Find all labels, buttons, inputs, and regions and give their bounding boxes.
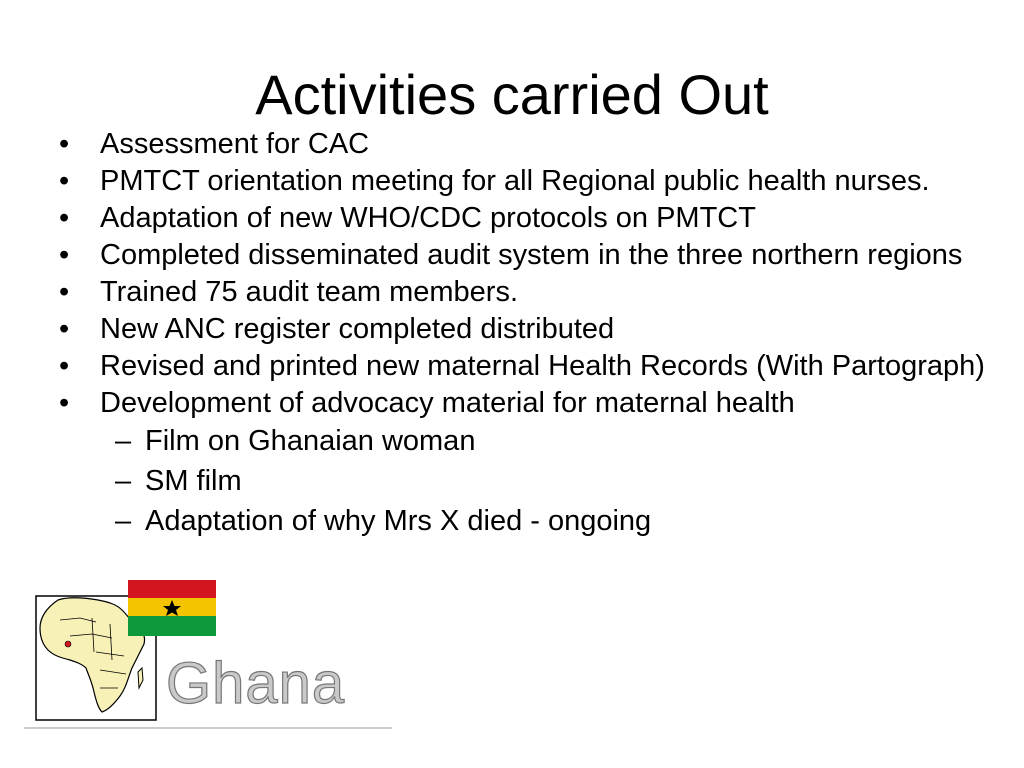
bullet-text: PMTCT orientation meeting for all Regional public health nurses.	[100, 165, 930, 197]
ghana-location-marker	[65, 641, 71, 647]
bullet-text: New ANC register completed distributed	[100, 313, 615, 345]
bullet-text: Adaptation of new WHO/CDC protocols on PMTCT	[100, 202, 756, 234]
bullet-text: Revised and printed new maternal Health Records (With Partograph)	[100, 350, 985, 382]
ghana-flag-icon	[128, 580, 216, 636]
bullet-text: Completed disseminated audit system in the three northern regions	[100, 239, 963, 271]
bullet-dot: •	[59, 313, 70, 345]
sub-bullet-item	[100, 425, 986, 457]
sub-bullet-dash: –	[115, 425, 132, 457]
bullet-dot: •	[59, 128, 70, 160]
bullet-text: Trained 75 audit team members.	[100, 276, 519, 308]
bullet-dot: •	[59, 387, 70, 419]
bullet-item	[56, 387, 986, 537]
bullet-dot: •	[59, 165, 70, 197]
bullet-dot: •	[59, 276, 70, 308]
bullet-text: Development of advocacy material for maternal health	[100, 387, 795, 419]
sub-bullet-item	[100, 505, 986, 537]
ghana-wordmark: Ghana	[166, 651, 346, 716]
bullet-item	[56, 128, 986, 160]
slide-title: Activities carried Out	[255, 63, 769, 126]
ghana-logo	[0, 560, 400, 740]
bullet-item	[56, 239, 986, 271]
bullet-item	[56, 202, 986, 234]
sub-bullet-text: Film on Ghanaian woman	[145, 425, 476, 457]
bullet-item	[56, 165, 986, 197]
bullet-dot: •	[59, 202, 70, 234]
sub-bullet-dash: –	[115, 465, 132, 497]
bullet-list	[56, 128, 986, 545]
bullet-dot: •	[59, 350, 70, 382]
sub-bullet-item	[100, 465, 986, 497]
bullet-text: Assessment for CAC	[100, 128, 370, 160]
bullet-item	[56, 313, 986, 345]
bullet-item	[56, 276, 986, 308]
sub-bullet-dash: –	[115, 505, 132, 537]
sub-bullet-list	[100, 425, 986, 537]
sub-bullet-text: Adaptation of why Mrs X died - ongoing	[145, 505, 652, 537]
bullet-dot: •	[59, 239, 70, 271]
bullet-item	[56, 350, 986, 382]
sub-bullet-text: SM film	[145, 465, 242, 497]
